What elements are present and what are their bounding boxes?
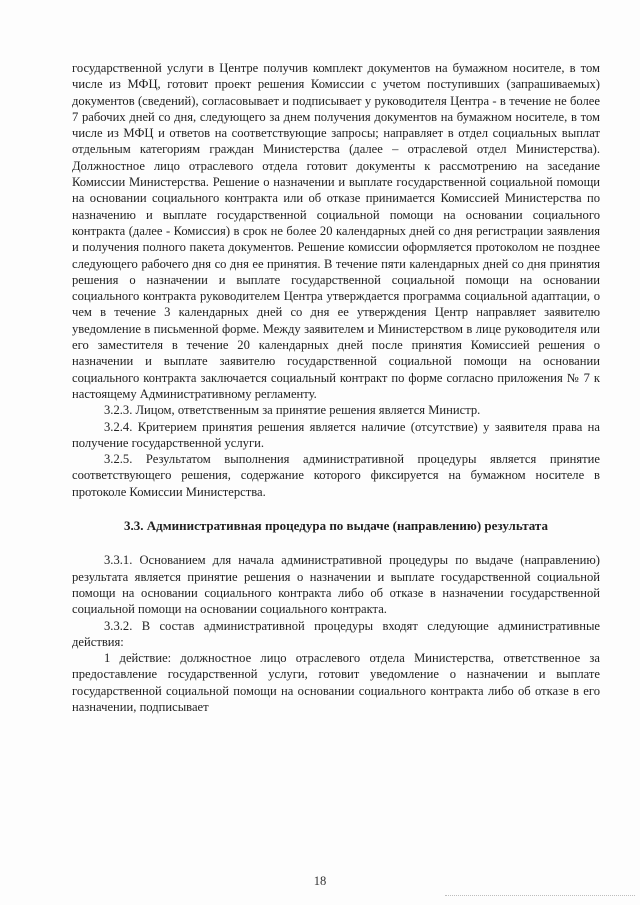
section-heading-3-3: 3.3. Административная процедура по выдаче (направлению) результата [124,518,548,534]
paragraph-3-2-4: 3.2.4. Критерием принятия решения является наличие (отсутствие) у заявителя права на получение государственной услуги. [72,419,600,450]
page-number: 18 [313,874,327,888]
scan-artifact-line [445,895,635,899]
document-body [72,60,600,715]
paragraph-continuation: государственной услуги в Центре получив комплект документов на бумажном носителе, в том числе из МФЦ, готовит проект решения Комиссии с учетом поступивших (запрашиваемых) документов (сведений), согласовывает и подписывает у руководителя Центра - в течение не более 7 рабочих дней со дня, следующего за днем получения документов на бумажном носителе, в том числе из МФЦ и ответов на соответствующие запросы; направляет в отдел социальных выплат отдельным категориям граждан Министерства (далее – отраслевой отдел Министерства). Должностное лицо отраслевого отдела готовит документы к рассмотрению на заседание Комиссии Министерства. Решение о назначении и выплате государственной социальной помощи на основании социального контракта или об отказе принимается Комиссией Министерства по назначению и выплате государственной социальной помощи на основании социального контракта (далее - Комиссия) в срок не более 20 календарных дней со дня регистрации заявления и получения полного пакета документов. Решение комиссии оформляется протоколом не позднее следующего рабочего дня со дня ее принятия. В течение пяти календарных дней со дня принятия решения о назначении и выплате государственной социальной помощи на основании социального контракта руководителем Центра утверждается программа социальной адаптации, о чем в течение 3 календарных дней со дня ее утверждения Центр направляет заявителю уведомление в письменной форме. Между заявителем и Министерством в лице руководителя или его заместителя в течение 20 календарных дней после принятия Комиссией решения о назначении и выплате заявителю государственной социальной помощи на основании социального контракта заключается социальный контракт по форме согласно приложения № 7 к настоящему Административному регламенту. [72,61,600,401]
paragraph-action-1: 1 действие: должностное лицо отраслевого отдела Министерства, ответственное за предоставление государственной услуги, готовит уведомление о назначении и выплате государственной социальной помощи на основании социального контракта либо об отказе в его назначении, подписывает [72,651,600,714]
paragraph-3-2-5: 3.2.5. Результатом выполнения административной процедуры является принятие соответствующего решения, содержание которого фиксируется на бумажном носителе в протоколе Комиссии Министерства. [72,452,600,499]
paragraph-3-2-3: 3.2.3. Лицом, ответственным за принятие решения является Министр. [104,403,481,418]
paragraph-3-3-2: 3.3.2. В состав административной процедуры входят следующие административные действия: [72,618,600,649]
paragraph-3-3-1: 3.3.1. Основанием для начала административной процедуры по выдаче (направлению) результата является принятие решения о назначении и выплате государственной социальной помощи на основании социального контракта либо об отказе в назначении государственной социальной помощи на основании социального контракта. [72,553,600,617]
